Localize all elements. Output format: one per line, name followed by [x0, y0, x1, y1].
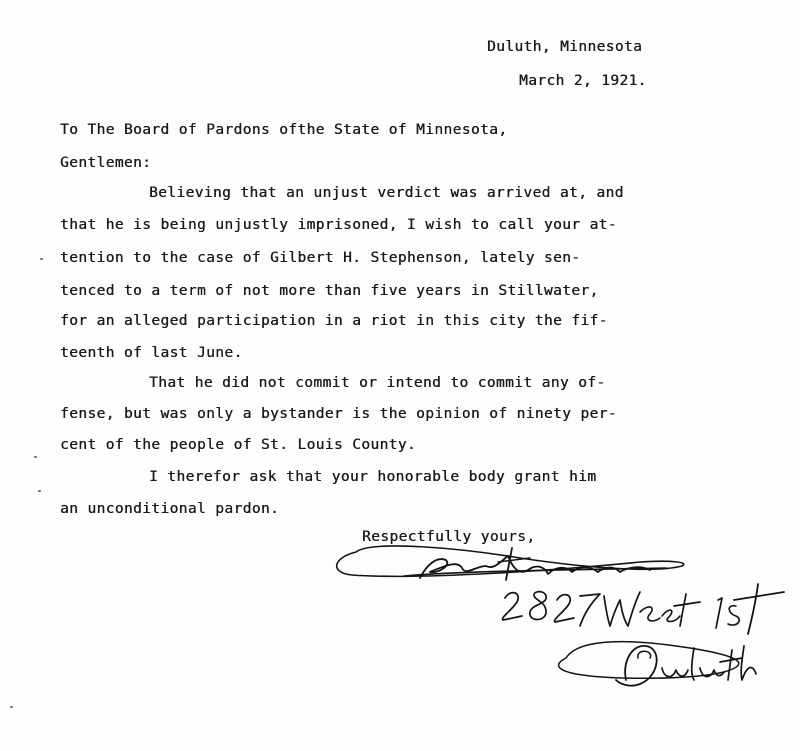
body-line: for an alleged participation in a riot in this city the fif- [60, 313, 608, 329]
body-line: tention to the case of Gilbert H. Stephenson, lately sen- [60, 250, 581, 266]
letter-date: March 2, 1921. [519, 73, 647, 89]
body-line: I therefor ask that your honorable body grant him [149, 469, 597, 485]
letter-place: Duluth, Minnesota [487, 39, 643, 55]
body-line: Believing that an unjust verdict was arrived at, and [149, 185, 624, 201]
letter-salutation: Gentlemen: [60, 155, 152, 171]
body-line: an unconditional pardon. [60, 501, 280, 517]
letter-closing: Respectfully yours, [362, 529, 536, 545]
body-line: teenth of last June. [60, 345, 243, 361]
body-line: that he is being unjustly imprisoned, I wish to call your at- [60, 217, 617, 233]
body-line: cent of the people of St. Louis County. [60, 437, 417, 453]
body-line: tenced to a term of not more than five years in Stillwater, [60, 283, 599, 299]
body-line: fense, but was only a bystander is the opinion of ninety per- [60, 406, 617, 422]
body-line: That he did not commit or intend to commit any of- [149, 375, 606, 391]
letter-addressee: To The Board of Pardons ofthe State of Minnesota, [60, 122, 508, 138]
